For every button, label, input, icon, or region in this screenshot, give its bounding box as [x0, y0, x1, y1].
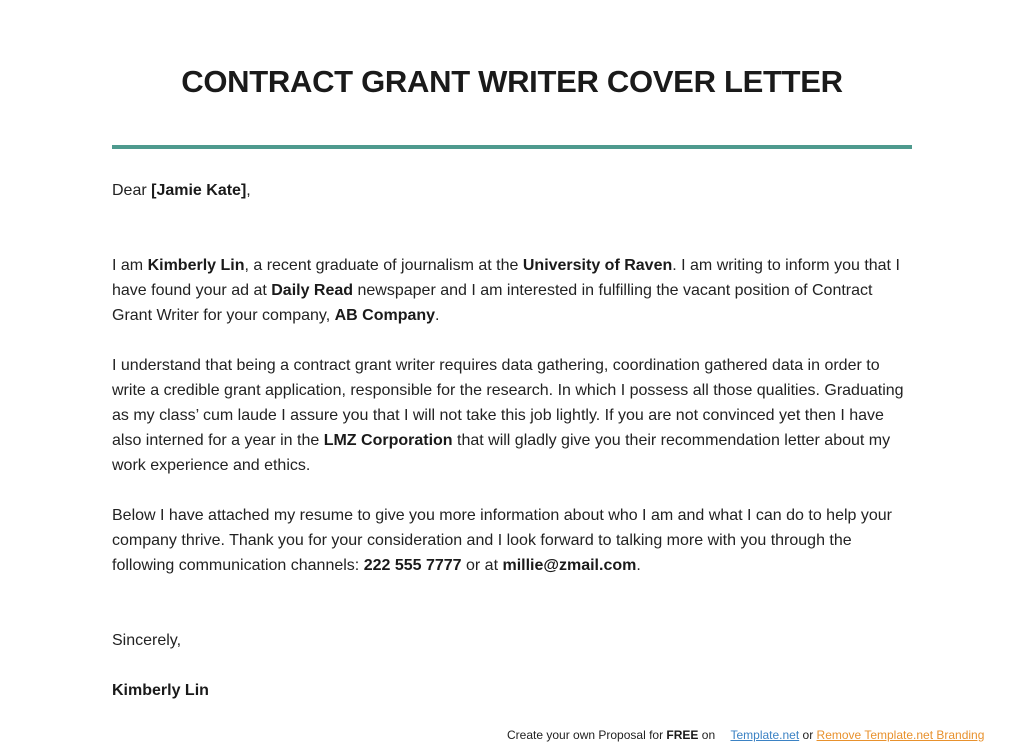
text: I understand that being a contract grant writer requires data gathering, coordination gathered data in order to write a credible grant application, responsible for the research. In which I possess all those qualities. Graduating as my class’ cum laude I assure you that I will not take this job lightly. If you are not convinced yet then I have also interned for a year in the: [112, 357, 904, 449]
company: AB Company: [334, 307, 436, 324]
sender-name: Kimberly Lin: [147, 257, 245, 274]
closing: Sincerely,: [112, 632, 182, 649]
recipient-name: [Jamie Kate]: [151, 182, 247, 199]
greeting-suffix: ,: [246, 182, 251, 199]
text: newspaper and I am interested in fulfilling the vacant position of Contract Grant Writer for your company,: [112, 282, 873, 324]
corporation: LMZ Corporation: [323, 432, 453, 449]
page-title: CONTRACT GRANT WRITER COVER LETTER: [181, 64, 843, 99]
text: Below I have attached my resume to give you more information about who I am and what I can do to help your company thrive. Thank you for your consideration and I look forward to talking more with you through the following communication channels:: [112, 507, 892, 574]
signature: Kimberly Lin: [112, 682, 209, 699]
greeting-text: Dear: [112, 182, 152, 199]
footer-on: on: [698, 728, 716, 742]
text: or at: [461, 557, 503, 574]
paragraph-qualifications: [112, 353, 912, 478]
text: . I am writing to inform you that I have found your ad at: [112, 257, 900, 299]
template-net-link[interactable]: Template.net: [730, 728, 800, 742]
footer-text: Create your own Proposal for: [507, 728, 667, 742]
text: , a recent graduate of journalism at the: [244, 257, 523, 274]
footer-or: or: [799, 728, 817, 742]
remove-branding-link[interactable]: Remove Template.net Branding: [816, 728, 985, 742]
email: millie@zmail.com: [502, 557, 637, 574]
phone-number: 222 555 7777: [363, 557, 462, 574]
text: .: [435, 307, 440, 324]
paragraph-intro: [112, 253, 912, 328]
text: .: [636, 557, 641, 574]
title-divider: [112, 145, 912, 149]
greeting: [112, 178, 912, 203]
newspaper: Daily Read: [271, 282, 354, 299]
text: I am: [112, 257, 148, 274]
footer-branding: [507, 728, 984, 742]
footer-free: FREE: [666, 728, 699, 742]
letter-body: [112, 178, 912, 703]
text: that will gladly give you their recommendation letter about my work experience and ethics.: [112, 432, 891, 474]
university: University of Raven: [522, 257, 673, 274]
paragraph-contact: [112, 503, 912, 578]
